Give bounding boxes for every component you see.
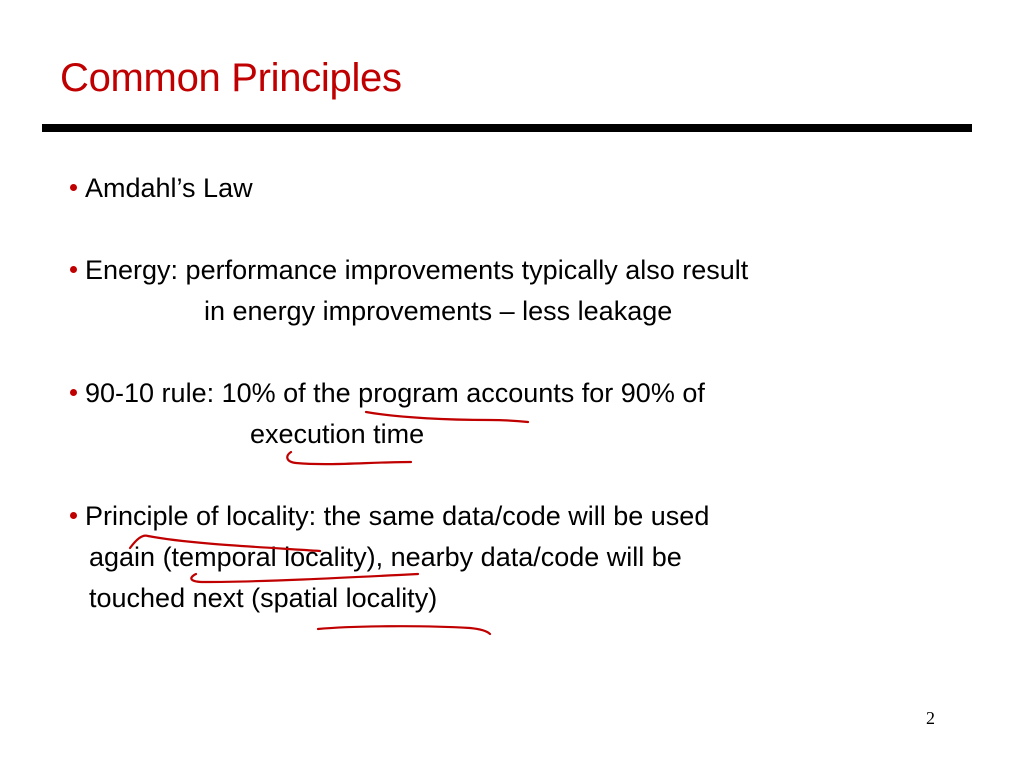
bullet-continuation-line: in energy improvements – less leakage <box>204 296 673 326</box>
bullet-amdahls-law <box>70 168 253 209</box>
bullet-principle-of-locality <box>70 496 709 619</box>
bullet-line <box>70 496 709 537</box>
bullet-line <box>70 373 705 414</box>
bullet-line <box>70 168 253 209</box>
bullet-text: 90-10 rule: 10% of the program accounts for 90% of <box>85 378 705 408</box>
bullet-continuation-line: again (temporal locality), nearby data/code will be <box>89 542 682 572</box>
bullet-dot-icon <box>70 266 77 273</box>
bullet-dot-icon <box>70 512 77 519</box>
bullet-text: Principle of locality: the same data/code will be used <box>85 501 710 531</box>
slide-title: Common Principles <box>60 56 402 100</box>
bullet-dot-icon <box>70 389 77 396</box>
bullet-continuation-line: touched next (spatial locality) <box>89 583 438 613</box>
bullet-text: Amdahl’s Law <box>85 173 253 203</box>
bullet-90-10-rule <box>70 373 705 455</box>
title-divider <box>42 124 972 132</box>
bullet-dot-icon <box>70 184 77 191</box>
page-number: 2 <box>926 708 935 728</box>
bullet-text: Energy: performance improvements typically also result <box>85 255 749 285</box>
bullet-continuation-line: execution time <box>250 419 425 449</box>
bullet-line <box>70 250 748 291</box>
underline-spatial-locality-stroke <box>318 626 490 634</box>
bullet-energy <box>70 250 748 332</box>
